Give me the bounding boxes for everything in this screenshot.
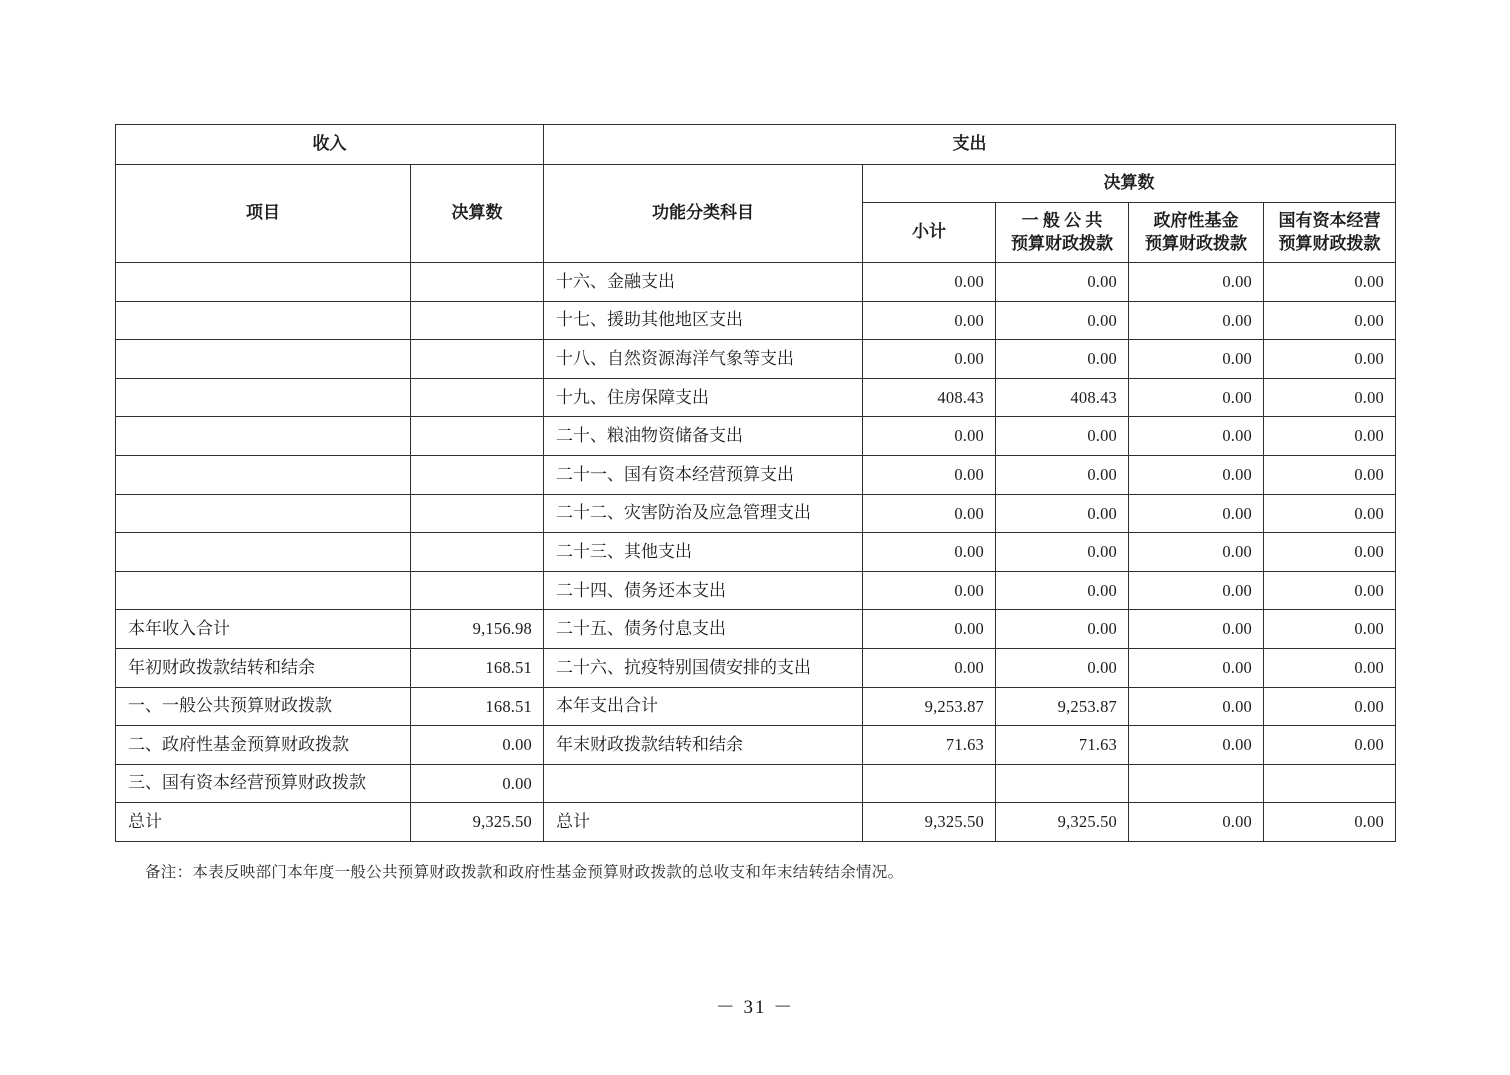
header-income-section: 收入 <box>116 125 544 165</box>
general-budget-cell: 0.00 <box>996 340 1129 379</box>
income-value-cell: 9,156.98 <box>411 610 544 649</box>
income-item-cell <box>116 301 411 340</box>
income-value-cell <box>411 571 544 610</box>
expense-item-cell: 二十三、其他支出 <box>544 533 863 572</box>
income-item-cell <box>116 494 411 533</box>
income-value-cell <box>411 378 544 417</box>
general-budget-cell: 0.00 <box>996 494 1129 533</box>
income-value-cell <box>411 417 544 456</box>
header-state-capital-line2: 预算财政拨款 <box>1278 233 1381 253</box>
subtotal-cell: 0.00 <box>863 340 996 379</box>
table-row <box>116 455 1396 494</box>
expense-item-cell: 总计 <box>544 803 863 842</box>
expense-item-cell: 十八、自然资源海洋气象等支出 <box>544 340 863 379</box>
gov-fund-cell: 0.00 <box>1129 301 1264 340</box>
header-general-public-line2: 预算财政拨款 <box>1011 233 1113 253</box>
gov-fund-cell: 0.00 <box>1129 340 1264 379</box>
state-capital-cell: 0.00 <box>1264 648 1396 687</box>
header-subtotal-col: 小计 <box>863 203 996 263</box>
general-budget-cell: 0.00 <box>996 610 1129 649</box>
header-gov-fund-line2: 预算财政拨款 <box>1145 233 1247 253</box>
gov-fund-cell: 0.00 <box>1129 687 1264 726</box>
gov-fund-cell: 0.00 <box>1129 378 1264 417</box>
gov-fund-cell: 0.00 <box>1129 417 1264 456</box>
header-general-public-line1: 一 般 公 共 <box>1021 210 1103 230</box>
state-capital-cell: 0.00 <box>1264 301 1396 340</box>
expense-item-cell: 二十一、国有资本经营预算支出 <box>544 455 863 494</box>
gov-fund-cell: 0.00 <box>1129 571 1264 610</box>
subtotal-cell: 0.00 <box>863 571 996 610</box>
general-budget-cell: 0.00 <box>996 263 1129 302</box>
income-value-cell <box>411 494 544 533</box>
gov-fund-cell: 0.00 <box>1129 533 1264 572</box>
header-expenditure-section: 支出 <box>544 125 1396 165</box>
income-item-cell <box>116 455 411 494</box>
expense-item-cell: 十九、住房保障支出 <box>544 378 863 417</box>
state-capital-cell: 0.00 <box>1264 263 1396 302</box>
income-value-cell: 0.00 <box>411 726 544 765</box>
state-capital-cell: 0.00 <box>1264 687 1396 726</box>
table-row <box>116 726 1396 765</box>
table-row <box>116 764 1396 803</box>
general-budget-cell <box>996 764 1129 803</box>
header-state-capital-col <box>1264 203 1396 263</box>
subtotal-cell: 9,253.87 <box>863 687 996 726</box>
general-budget-cell: 0.00 <box>996 455 1129 494</box>
state-capital-cell: 0.00 <box>1264 417 1396 456</box>
income-value-cell: 168.51 <box>411 687 544 726</box>
gov-fund-cell <box>1129 764 1264 803</box>
header-income-final-col: 决算数 <box>411 165 544 263</box>
income-value-cell <box>411 455 544 494</box>
state-capital-cell: 0.00 <box>1264 571 1396 610</box>
table-row <box>116 610 1396 649</box>
expense-item-cell: 二十二、灾害防治及应急管理支出 <box>544 494 863 533</box>
general-budget-cell: 0.00 <box>996 301 1129 340</box>
subtotal-cell: 0.00 <box>863 417 996 456</box>
general-budget-cell: 0.00 <box>996 571 1129 610</box>
subtotal-cell <box>863 764 996 803</box>
income-item-cell <box>116 571 411 610</box>
header-item-col: 项目 <box>116 165 411 263</box>
expense-item-cell: 二十四、债务还本支出 <box>544 571 863 610</box>
income-value-cell <box>411 301 544 340</box>
general-budget-cell: 0.00 <box>996 417 1129 456</box>
table-row <box>116 378 1396 417</box>
table-row <box>116 648 1396 687</box>
general-budget-cell: 71.63 <box>996 726 1129 765</box>
expense-item-cell: 二十、粮油物资储备支出 <box>544 417 863 456</box>
gov-fund-cell: 0.00 <box>1129 803 1264 842</box>
state-capital-cell: 0.00 <box>1264 610 1396 649</box>
expense-item-cell: 二十五、债务付息支出 <box>544 610 863 649</box>
expense-item-cell: 本年支出合计 <box>544 687 863 726</box>
table-row <box>116 687 1396 726</box>
state-capital-cell: 0.00 <box>1264 803 1396 842</box>
state-capital-cell <box>1264 764 1396 803</box>
gov-fund-cell: 0.00 <box>1129 648 1264 687</box>
header-exp-final-group: 决算数 <box>863 165 1396 203</box>
header-state-capital-line1: 国有资本经营 <box>1278 210 1381 230</box>
income-value-cell <box>411 340 544 379</box>
income-value-cell: 9,325.50 <box>411 803 544 842</box>
income-item-cell <box>116 533 411 572</box>
subtotal-cell: 0.00 <box>863 263 996 302</box>
general-budget-cell: 0.00 <box>996 648 1129 687</box>
general-budget-cell: 9,325.50 <box>996 803 1129 842</box>
income-item-cell: 总计 <box>116 803 411 842</box>
income-expenditure-table <box>115 124 1396 842</box>
table-row <box>116 263 1396 302</box>
gov-fund-cell: 0.00 <box>1129 726 1264 765</box>
gov-fund-cell: 0.00 <box>1129 455 1264 494</box>
gov-fund-cell: 0.00 <box>1129 494 1264 533</box>
expense-item-cell: 十七、援助其他地区支出 <box>544 301 863 340</box>
general-budget-cell: 0.00 <box>996 533 1129 572</box>
subtotal-cell: 0.00 <box>863 301 996 340</box>
subtotal-cell: 9,325.50 <box>863 803 996 842</box>
subtotal-cell: 0.00 <box>863 610 996 649</box>
expense-item-cell <box>544 764 863 803</box>
expense-item-cell: 二十六、抗疫特别国债安排的支出 <box>544 648 863 687</box>
table-row <box>116 340 1396 379</box>
income-item-cell <box>116 378 411 417</box>
header-gov-fund-col <box>1129 203 1264 263</box>
income-value-cell: 0.00 <box>411 764 544 803</box>
table-row <box>116 803 1396 842</box>
income-item-cell: 年初财政拨款结转和结余 <box>116 648 411 687</box>
income-value-cell <box>411 533 544 572</box>
table-row <box>116 533 1396 572</box>
subtotal-cell: 0.00 <box>863 494 996 533</box>
income-item-cell: 二、政府性基金预算财政拨款 <box>116 726 411 765</box>
income-item-cell: 本年收入合计 <box>116 610 411 649</box>
footnote: 备注：本表反映部门本年度一般公共预算财政拨款和政府性基金预算财政拨款的总收支和年末结转结余情况。 <box>145 864 904 881</box>
income-item-cell <box>116 340 411 379</box>
subtotal-cell: 0.00 <box>863 455 996 494</box>
subtotal-cell: 408.43 <box>863 378 996 417</box>
income-item-cell: 一、一般公共预算财政拨款 <box>116 687 411 726</box>
table-row <box>116 417 1396 456</box>
general-budget-cell: 9,253.87 <box>996 687 1129 726</box>
state-capital-cell: 0.00 <box>1264 340 1396 379</box>
header-func-class-col: 功能分类科目 <box>544 165 863 263</box>
expense-item-cell: 年末财政拨款结转和结余 <box>544 726 863 765</box>
income-value-cell <box>411 263 544 302</box>
gov-fund-cell: 0.00 <box>1129 610 1264 649</box>
page-number: － 31 － <box>715 997 795 1018</box>
subtotal-cell: 71.63 <box>863 726 996 765</box>
table-row <box>116 571 1396 610</box>
expense-item-cell: 十六、金融支出 <box>544 263 863 302</box>
header-general-public-col <box>996 203 1129 263</box>
state-capital-cell: 0.00 <box>1264 455 1396 494</box>
income-item-cell <box>116 263 411 302</box>
income-item-cell: 三、国有资本经营预算财政拨款 <box>116 764 411 803</box>
state-capital-cell: 0.00 <box>1264 494 1396 533</box>
subtotal-cell: 0.00 <box>863 533 996 572</box>
subtotal-cell: 0.00 <box>863 648 996 687</box>
state-capital-cell: 0.00 <box>1264 533 1396 572</box>
table-row <box>116 301 1396 340</box>
state-capital-cell: 0.00 <box>1264 726 1396 765</box>
state-capital-cell: 0.00 <box>1264 378 1396 417</box>
table-row <box>116 494 1396 533</box>
income-value-cell: 168.51 <box>411 648 544 687</box>
general-budget-cell: 408.43 <box>996 378 1129 417</box>
gov-fund-cell: 0.00 <box>1129 263 1264 302</box>
header-gov-fund-line1: 政府性基金 <box>1153 210 1239 230</box>
income-item-cell <box>116 417 411 456</box>
